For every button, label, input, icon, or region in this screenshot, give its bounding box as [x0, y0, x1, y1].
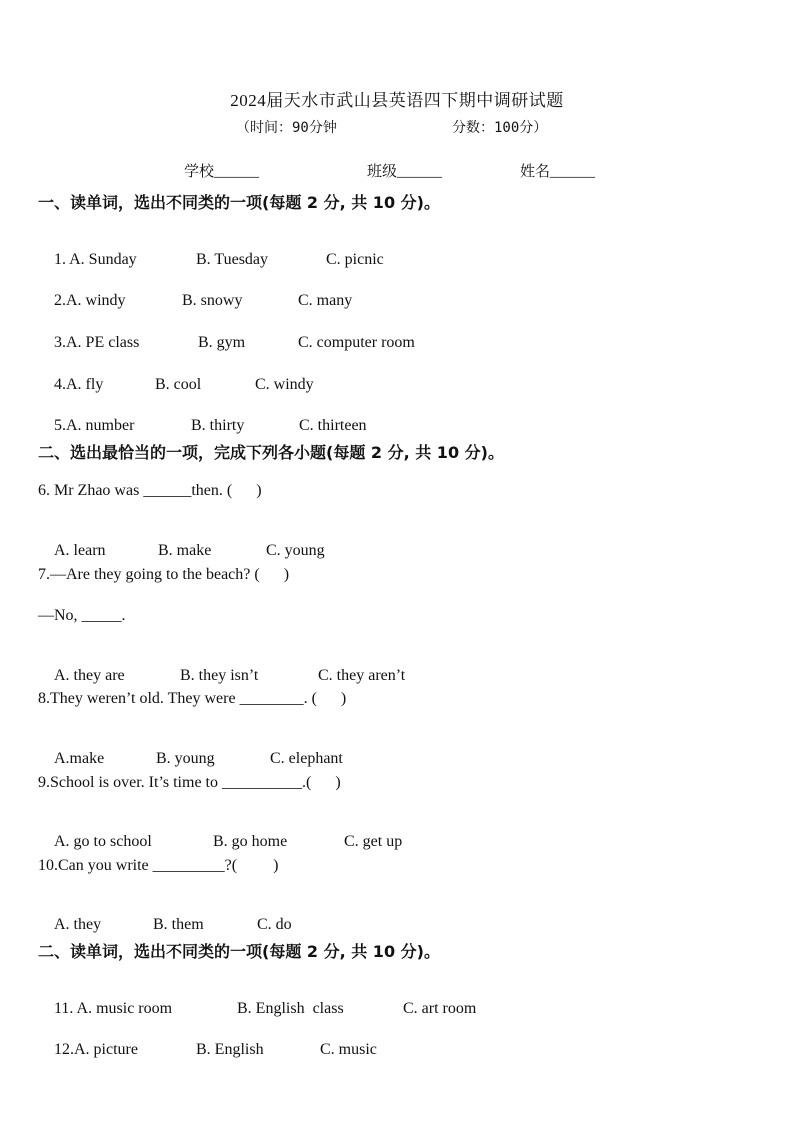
class-label: 班级: [367, 164, 398, 180]
school-field: [184, 160, 259, 181]
q8-option-a: A.make: [54, 750, 105, 767]
q9-option-a: A. go to school: [54, 833, 152, 850]
q1-option-c: C. picnic: [326, 251, 384, 268]
q9-option-c: C. get up: [344, 833, 403, 850]
q12-option-a: 12.A. picture: [54, 1041, 138, 1058]
question-8-stem: 8.They weren’t old. They were ________. ( ): [38, 690, 347, 707]
q1-option-a: 1. A. Sunday: [54, 251, 137, 268]
section-3-heading: 二、读单词，选出不同类的一项(每题 2 分, 共 10 分)。: [38, 942, 440, 961]
q11-option-a: 11. A. music room: [54, 1000, 173, 1017]
q3-option-b: B. gym: [198, 334, 246, 351]
q3-option-a: 3.A. PE class: [54, 334, 140, 351]
q4-option-b: B. cool: [155, 376, 202, 393]
q6-option-c: C. young: [266, 542, 325, 559]
school-blank: ______: [214, 164, 260, 180]
q10-option-c: C. do: [257, 916, 292, 933]
q1-option-b: B. Tuesday: [196, 251, 269, 268]
exam-score: 分数：100分）: [452, 120, 548, 136]
q12-option-b: B. English: [196, 1041, 264, 1058]
q11-option-c: C. art room: [403, 1000, 477, 1017]
q7-option-a: A. they are: [54, 667, 125, 684]
q2-option-b: B. snowy: [182, 292, 243, 309]
q3-option-c: C. computer room: [298, 334, 415, 351]
section-2-heading: 二、选出最恰当的一项，完成下列各小题(每题 2 分, 共 10 分)。: [38, 443, 504, 462]
q2-option-a: 2.A. windy: [54, 292, 126, 309]
school-label: 学校: [184, 164, 215, 180]
name-blank: ______: [550, 164, 596, 180]
q6-option-a: A. learn: [54, 542, 106, 559]
question-10-stem: 10.Can you write _________?( ): [38, 857, 279, 874]
q7-option-c: C. they aren’t: [318, 667, 406, 684]
section-1-heading: 一、读单词，选出不同类的一项(每题 2 分, 共 10 分)。: [38, 193, 440, 212]
page-title: 2024届天水市武山县英语四下期中调研试题: [230, 91, 564, 110]
q8-option-b: B. young: [156, 750, 215, 767]
q9-option-b: B. go home: [213, 833, 288, 850]
q5-option-c: C. thirteen: [299, 417, 367, 434]
class-blank: ______: [397, 164, 443, 180]
question-6-stem: 6. Mr Zhao was ______then. ( ): [38, 482, 262, 499]
q5-option-a: 5.A. number: [54, 417, 135, 434]
question-12: [38, 1023, 377, 1077]
q11-option-b: B. English class: [237, 1000, 344, 1017]
q10-option-b: B. them: [153, 916, 204, 933]
q6-option-b: B. make: [158, 542, 212, 559]
class-field: [367, 160, 442, 181]
question-7-reply: —No, _____.: [38, 607, 126, 624]
q8-option-c: C. elephant: [270, 750, 343, 767]
question-7-stem: 7.—Are they going to the beach? ( ): [38, 566, 290, 583]
name-field: [520, 160, 595, 181]
name-label: 姓名: [520, 164, 551, 180]
q7-option-b: B. they isn’t: [180, 667, 259, 684]
q10-option-a: A. they: [54, 916, 102, 933]
q4-option-c: C. windy: [255, 376, 314, 393]
q5-option-b: B. thirty: [191, 417, 245, 434]
exam-time: （时间：90分钟: [236, 120, 337, 136]
q2-option-c: C. many: [298, 292, 353, 309]
q4-option-a: 4.A. fly: [54, 376, 104, 393]
question-9-stem: 9.School is over. It’s time to __________.( ): [38, 774, 341, 791]
q12-option-c: C. music: [320, 1041, 377, 1058]
